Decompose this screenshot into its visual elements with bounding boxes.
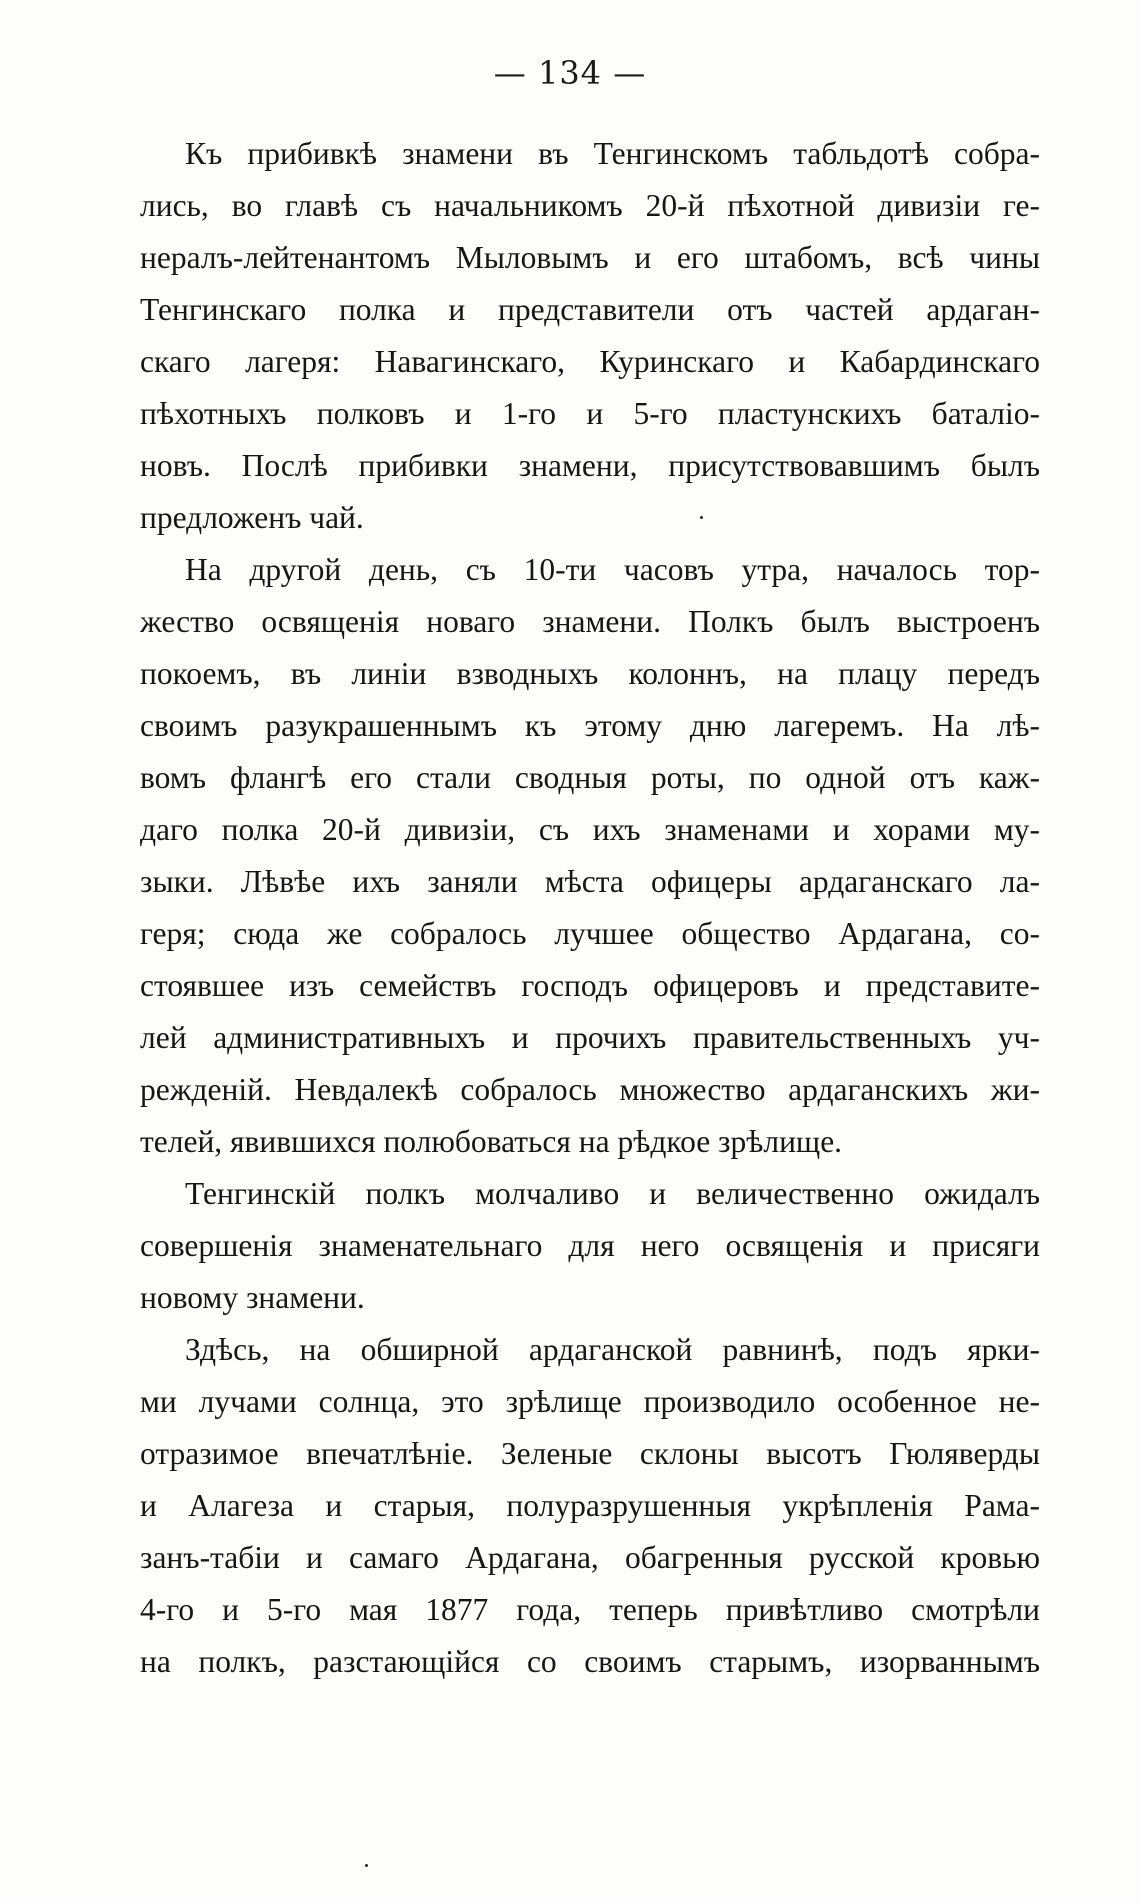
text-line: предложенъ чай. bbox=[140, 500, 364, 535]
text-line: новому знамени. bbox=[140, 1280, 365, 1315]
text-line: пѣхотныхъ полковъ и 1-го и 5-го пластунскихъ баталіо- bbox=[140, 396, 1040, 431]
text-line: На другой день, съ 10-ти часовъ утра, началось тор- bbox=[185, 552, 1040, 587]
text-line: занъ-табіи и самаго Ардагана, обагренныя русской кровью bbox=[140, 1540, 1040, 1575]
text-line: скаго лагеря: Навагинскаго, Куринскаго и Кабардинскаго bbox=[140, 344, 1040, 379]
print-speck bbox=[700, 516, 703, 519]
text-line: даго полка 20-й дивизіи, съ ихъ знаменами и хорами му- bbox=[140, 812, 1040, 847]
page-number: — 134 — bbox=[493, 54, 647, 92]
text-line: Тенгинскаго полка и представители отъ частей ардаган- bbox=[140, 292, 1040, 327]
text-line: жество освященія новаго знамени. Полкъ былъ выстроенъ bbox=[140, 604, 1040, 639]
text-line: стоявшее изъ семействъ господъ офицеровъ и представите- bbox=[140, 968, 1040, 1003]
text-line: лей административныхъ и прочихъ правительственныхъ уч- bbox=[140, 1020, 1040, 1055]
text-line: лись, во главѣ съ начальникомъ 20-й пѣхотной дивизіи ге- bbox=[140, 188, 1040, 223]
text-line: и Алагеза и старыя, полуразрушенныя укрѣпленія Рама- bbox=[140, 1488, 1040, 1523]
text-line: режденій. Невдалекѣ собралось множество ардаганскихъ жи- bbox=[140, 1072, 1040, 1107]
text-line: геря; сюда же собралось лучшее общество Ардагана, со- bbox=[140, 916, 1040, 951]
text-line: новъ. Послѣ прибивки знамени, присутствовавшимъ былъ bbox=[140, 448, 1040, 483]
text-line: нералъ-лейтенантомъ Мыловымъ и его штабомъ, всѣ чины bbox=[140, 240, 1040, 275]
text-line: своимъ разукрашеннымъ къ этому дню лагеремъ. На лѣ- bbox=[140, 708, 1040, 743]
text-line: на полкъ, разстающійся со своимъ старымъ, изорваннымъ bbox=[140, 1644, 1040, 1679]
text-line: вомъ флангѣ его стали сводныя роты, по одной отъ каж- bbox=[140, 760, 1040, 795]
text-line: покоемъ, въ линіи взводныхъ колоннъ, на плацу передъ bbox=[140, 656, 1040, 691]
paragraph-4 bbox=[140, 1324, 1040, 1688]
print-speck bbox=[365, 1864, 368, 1867]
text-line: телей, явившихся полюбоваться на рѣдкое зрѣлище. bbox=[140, 1124, 843, 1159]
text-line: зыки. Лѣвѣе ихъ заняли мѣста офицеры ардаганскаго ла- bbox=[140, 864, 1040, 899]
paragraph-1 bbox=[140, 128, 1040, 544]
paragraph-3 bbox=[140, 1168, 1040, 1324]
text-line: Здѣсь, на обширной ардаганской равнинѣ, подъ ярки- bbox=[185, 1332, 1040, 1367]
body-text bbox=[140, 128, 1040, 1688]
text-line: совершенія знаменательнаго для него освященія и присяги bbox=[140, 1228, 1040, 1263]
text-line: отразимое впечатлѣніе. Зеленые склоны высотъ Гюляверды bbox=[140, 1436, 1040, 1471]
text-line: ми лучами солнца, это зрѣлище производило особенное не- bbox=[140, 1384, 1040, 1419]
text-line: Тенгинскій полкъ молчаливо и величественно ожидалъ bbox=[185, 1176, 1040, 1211]
paragraph-2 bbox=[140, 544, 1040, 1168]
text-line: 4-го и 5-го мая 1877 года, теперь привѣтливо смотрѣли bbox=[140, 1592, 1040, 1627]
text-line: Къ прибивкѣ знамени въ Тенгинскомъ табльдотѣ собра- bbox=[185, 136, 1040, 171]
